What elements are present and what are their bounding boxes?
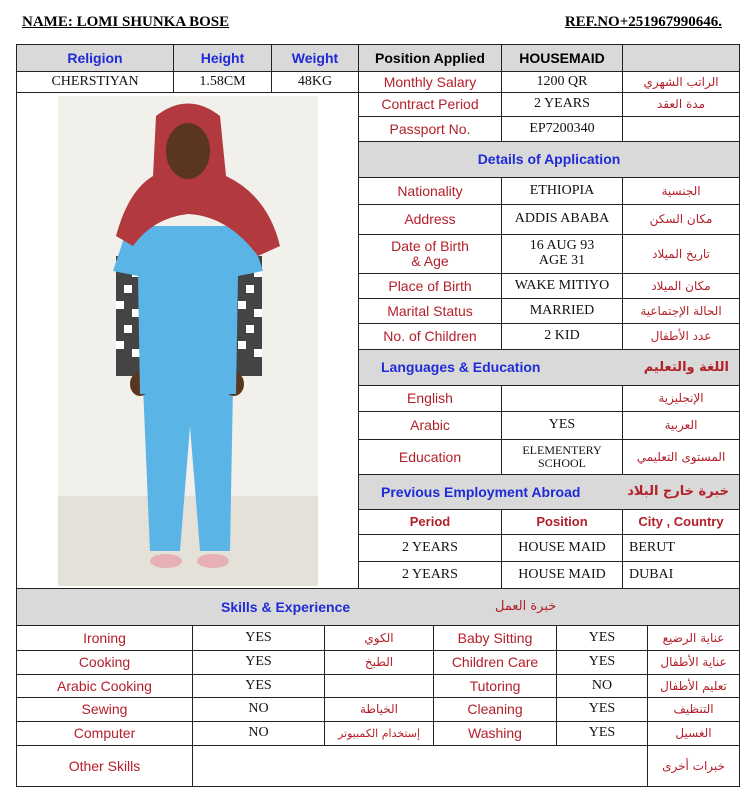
position-applied-value: HOUSEMAID	[501, 44, 623, 72]
marital-status-value: MARRIED	[501, 298, 623, 324]
photo-frame	[16, 92, 359, 589]
skill-ironing-arabic: الكوي	[324, 625, 434, 651]
contract-period-arabic: مدة العقد	[622, 92, 740, 117]
reference-number: REF.NO+251967990646.	[564, 14, 722, 30]
skill-washing-arabic: الغسيل	[647, 721, 740, 746]
height-header: Height	[173, 44, 272, 72]
skill-washing-value: YES	[556, 721, 648, 746]
english-label: English	[358, 385, 502, 412]
address-arabic: مكان السكن	[622, 204, 740, 235]
skill-arabic-cooking-value: YES	[192, 674, 325, 698]
english-value	[501, 385, 623, 412]
skill-children-care-arabic: عناية الأطفال	[647, 650, 740, 675]
employment-row-2-position: HOUSE MAID	[501, 561, 623, 589]
skill-baby-sitting-value: YES	[556, 625, 648, 651]
skill-computer-value: NO	[192, 721, 325, 746]
skill-sewing-label: Sewing	[16, 697, 193, 722]
other-skills-value	[192, 745, 648, 787]
skill-tutoring-label: Tutoring	[433, 674, 557, 698]
skill-ironing-value: YES	[192, 625, 325, 651]
other-skills-arabic: خبرات أخرى	[647, 745, 740, 787]
date-of-birth-value: 16 AUG 93 AGE 31	[501, 234, 623, 274]
candidate-photo	[58, 96, 318, 586]
skill-cooking-label: Cooking	[16, 650, 193, 675]
employment-section-title-arabic: خبرة خارج البلاد	[627, 484, 729, 500]
header-blank-cell	[622, 44, 740, 72]
children-label: No. of Children	[358, 323, 502, 350]
place-of-birth-arabic: مكان الميلاد	[622, 273, 740, 299]
date-of-birth-label: Date of Birth & Age	[358, 234, 502, 274]
candidate-name: NAME: LOMI SHUNKA BOSE	[22, 14, 230, 30]
monthly-salary-value: 1200 QR	[501, 71, 623, 93]
skill-washing-label: Washing	[433, 721, 557, 746]
position-applied-label: Position Applied	[358, 44, 502, 72]
skill-ironing-label: Ironing	[16, 625, 193, 651]
arabic-arabic: العربية	[622, 411, 740, 440]
skill-tutoring-value: NO	[556, 674, 648, 698]
employment-section-header	[358, 474, 740, 510]
skill-arabic-cooking-arabic	[324, 674, 434, 698]
employment-period-header: Period	[358, 509, 502, 535]
skill-sewing-arabic: الخياطة	[324, 697, 434, 722]
education-value: ELEMENTERY SCHOOL	[501, 439, 623, 475]
details-section-title: Details of Application	[358, 141, 740, 178]
passport-label: Passport No.	[358, 116, 502, 142]
nationality-arabic: الجنسية	[622, 177, 740, 205]
employment-row-1-period: 2 YEARS	[358, 534, 502, 562]
arabic-label: Arabic	[358, 411, 502, 440]
monthly-salary-label: Monthly Salary	[358, 71, 502, 93]
skill-baby-sitting-label: Baby Sitting	[433, 625, 557, 651]
nationality-value: ETHIOPIA	[501, 177, 623, 205]
languages-section-header	[358, 349, 740, 386]
other-skills-label: Other Skills	[16, 745, 193, 787]
marital-status-label: Marital Status	[358, 298, 502, 324]
employment-section-title: Previous Employment Abroad	[381, 483, 581, 500]
languages-section-title: Languages & Education	[381, 359, 541, 376]
address-value: ADDIS ABABA	[501, 204, 623, 235]
employment-row-2-period: 2 YEARS	[358, 561, 502, 589]
skill-computer-arabic: إستخدام الكمبيوتر	[324, 721, 434, 746]
religion-header: Religion	[16, 44, 174, 72]
passport-blank	[622, 116, 740, 142]
skill-cleaning-value: YES	[556, 697, 648, 722]
arabic-value: YES	[501, 411, 623, 440]
skill-cooking-arabic: الطبخ	[324, 650, 434, 675]
monthly-salary-arabic: الراتب الشهري	[622, 71, 740, 93]
skill-cooking-value: YES	[192, 650, 325, 675]
skill-children-care-label: Children Care	[433, 650, 557, 675]
skills-section-header	[16, 588, 740, 626]
education-label: Education	[358, 439, 502, 475]
children-value: 2 KID	[501, 323, 623, 350]
skill-children-care-value: YES	[556, 650, 648, 675]
employment-place-header: City , Country	[622, 509, 740, 535]
date-of-birth-arabic: تاريخ الميلاد	[622, 234, 740, 274]
skill-cleaning-label: Cleaning	[433, 697, 557, 722]
passport-value: EP7200340	[501, 116, 623, 142]
skill-cleaning-arabic: التنظيف	[647, 697, 740, 722]
skills-section-title: Skills & Experience	[221, 598, 351, 615]
place-of-birth-value: WAKE MITIYO	[501, 273, 623, 299]
employment-row-1-position: HOUSE MAID	[501, 534, 623, 562]
height-value: 1.58CM	[173, 71, 272, 93]
english-arabic: الإنجليزية	[622, 385, 740, 412]
employment-position-header: Position	[501, 509, 623, 535]
religion-value: CHERSTIYAN	[16, 71, 174, 93]
weight-value: 48KG	[271, 71, 359, 93]
skills-section-title-arabic: خبرة العمل	[495, 599, 557, 615]
children-arabic: عدد الأطفال	[622, 323, 740, 350]
place-of-birth-label: Place of Birth	[358, 273, 502, 299]
languages-section-title-arabic: اللغة والتعليم	[643, 359, 729, 375]
employment-row-1-place: BERUT	[622, 534, 740, 562]
skill-tutoring-arabic: تعليم الأطفال	[647, 674, 740, 698]
marital-status-arabic: الحالة الإجتماعية	[622, 298, 740, 324]
weight-header: Weight	[271, 44, 359, 72]
skill-sewing-value: NO	[192, 697, 325, 722]
skill-arabic-cooking-label: Arabic Cooking	[16, 674, 193, 698]
contract-period-value: 2 YEARS	[501, 92, 623, 117]
contract-period-label: Contract Period	[358, 92, 502, 117]
skill-computer-label: Computer	[16, 721, 193, 746]
education-arabic: المستوى التعليمي	[622, 439, 740, 475]
employment-row-2-place: DUBAI	[622, 561, 740, 589]
address-label: Address	[358, 204, 502, 235]
skill-baby-sitting-arabic: عناية الرضيع	[647, 625, 740, 651]
nationality-label: Nationality	[358, 177, 502, 205]
